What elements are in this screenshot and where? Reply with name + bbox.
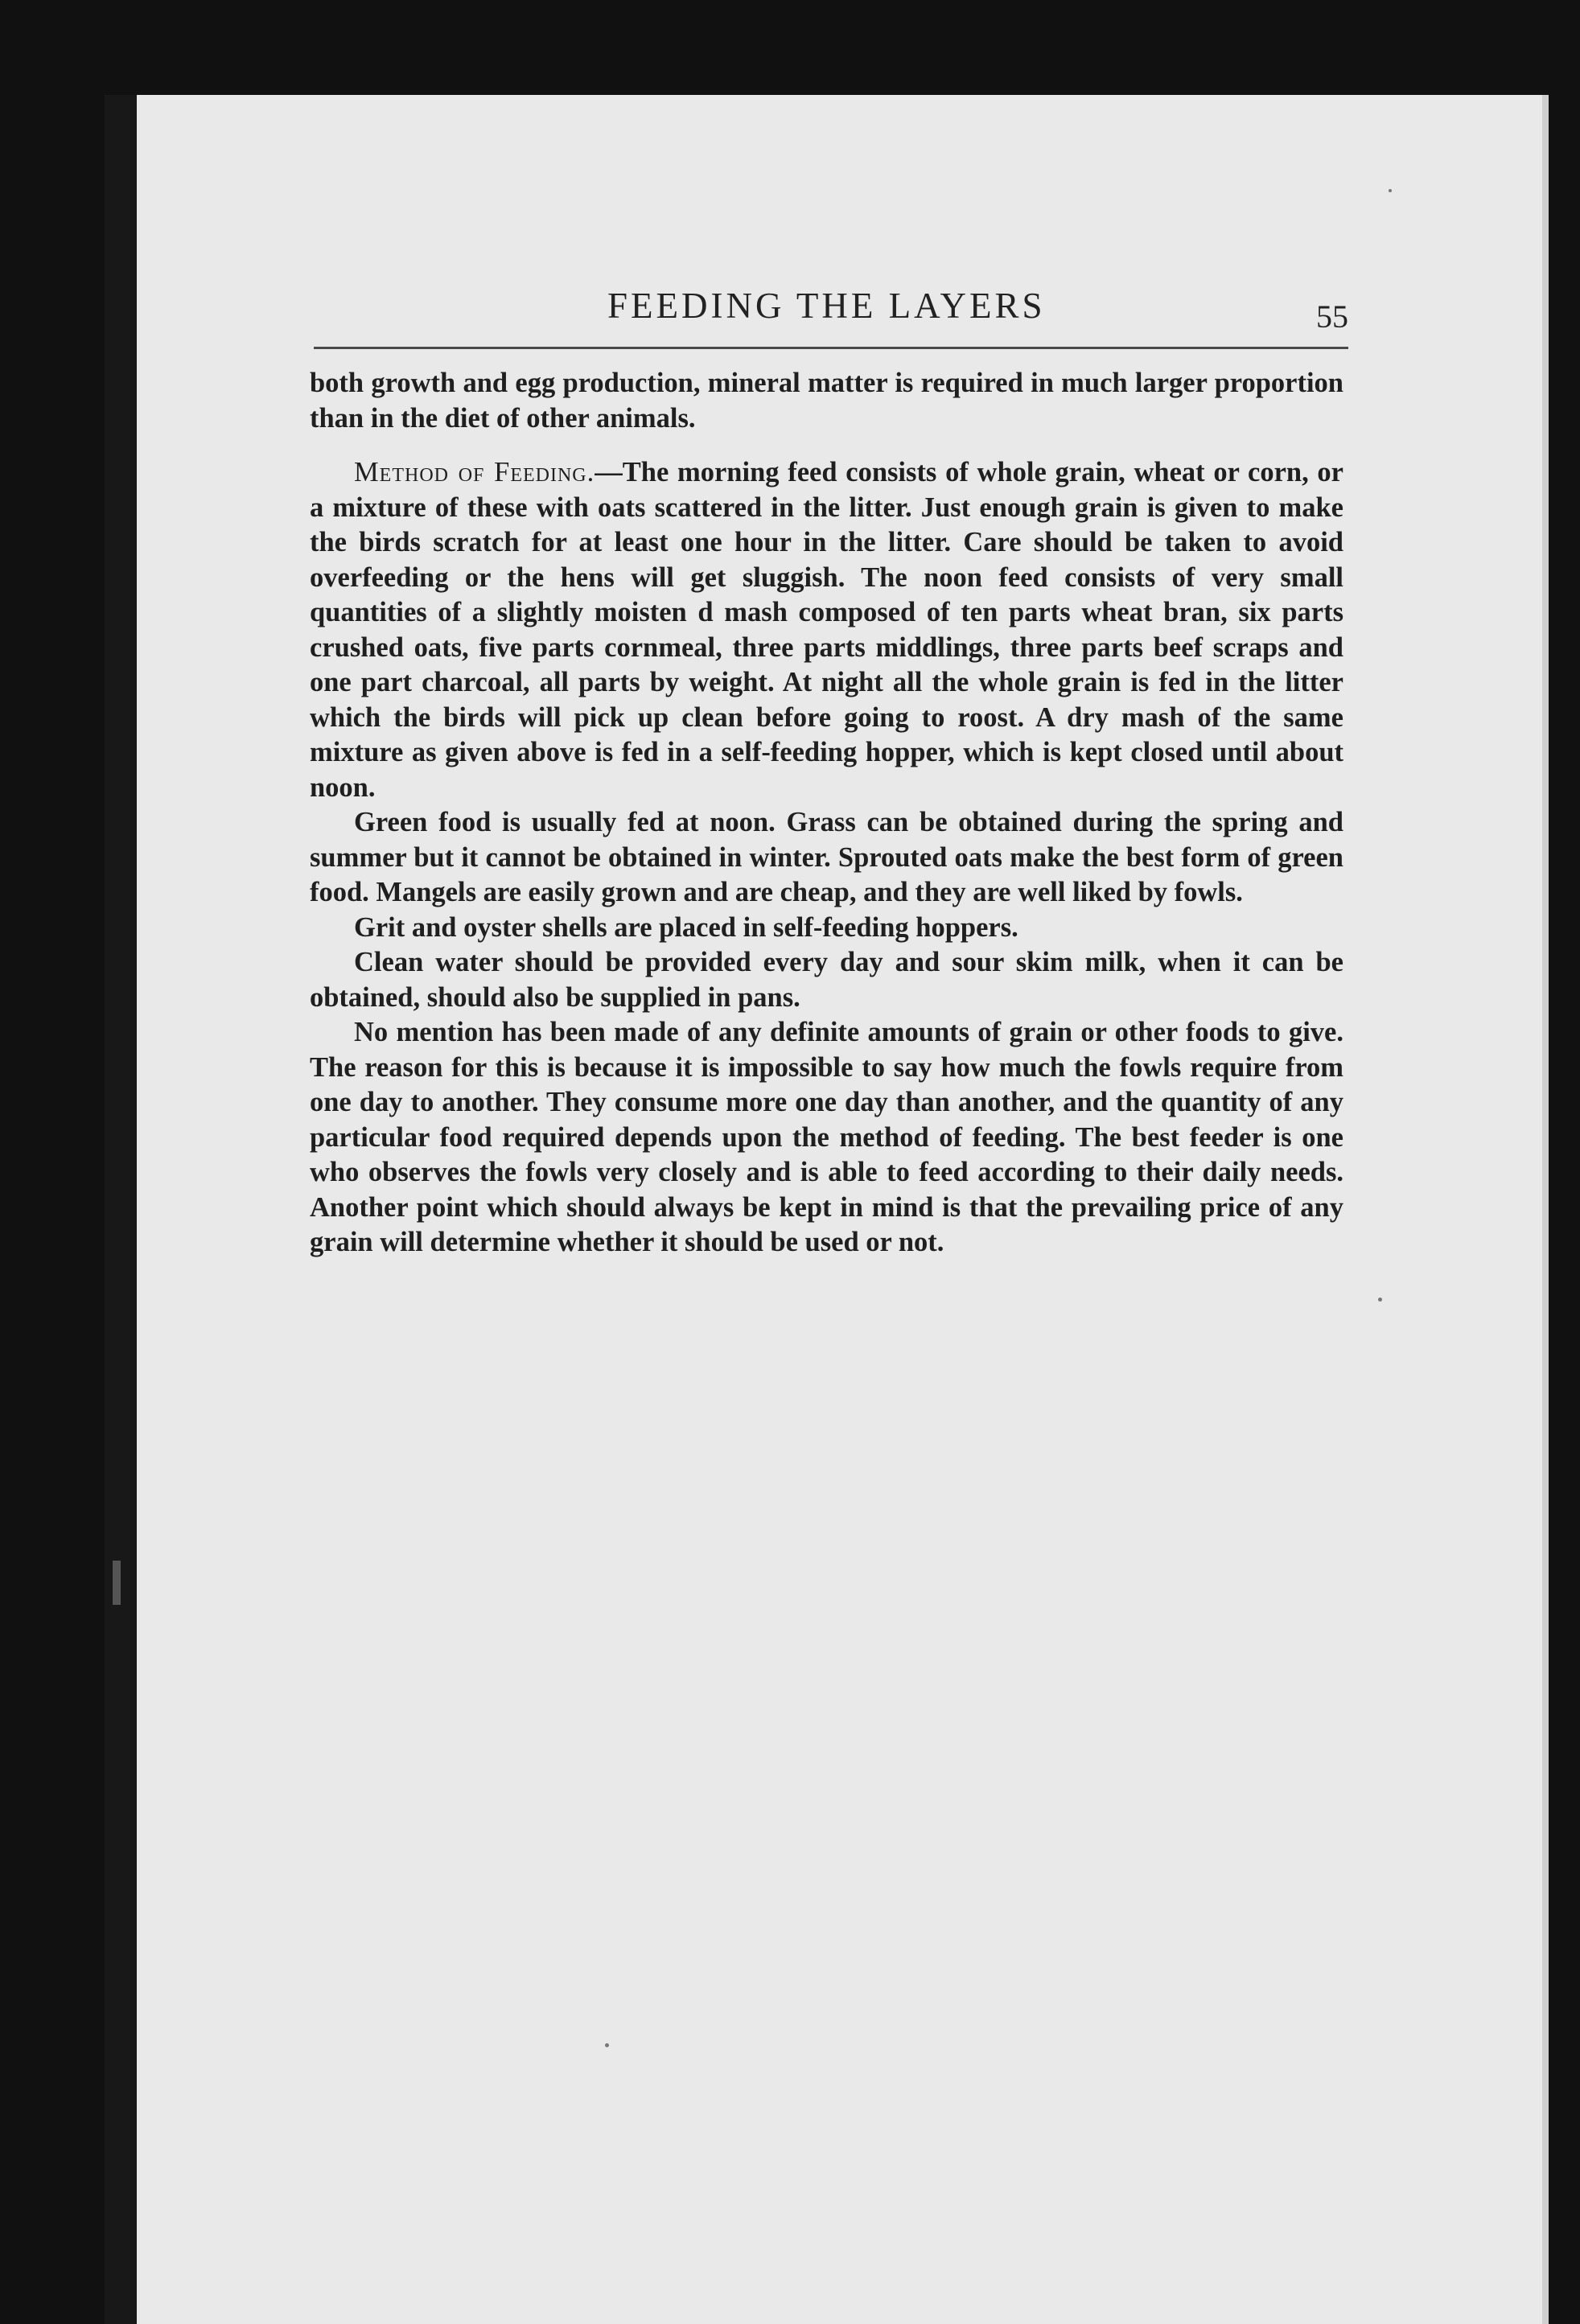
- paragraph: [310, 1015, 1343, 1261]
- paragraph-text: Green food is usually fed at noon. Grass can be obtained during the spring and summer but it cannot be obtained in winter. Sprouted oats make the best form of green food. Mangels are easily grown and are cheap, and they are well liked by fowls.: [310, 807, 1343, 907]
- speck-mark: [605, 2043, 609, 2047]
- section-heading: Method of Feeding.: [354, 457, 595, 487]
- paragraph-text: Grit and oyster shells are placed in self-feeding hoppers.: [354, 911, 1018, 943]
- paragraph-method-of-feeding: [310, 455, 1343, 805]
- paragraph: [310, 911, 1343, 946]
- header-rule: [314, 347, 1348, 349]
- speck-mark: [1378, 1298, 1382, 1302]
- paragraph-text: both growth and egg production, mineral matter is required in much larger proportion than in the diet of other animals.: [310, 368, 1343, 434]
- paragraph: [310, 366, 1343, 436]
- running-head: [314, 274, 1348, 350]
- paragraph: [310, 805, 1343, 911]
- body-text: [310, 366, 1343, 1261]
- paragraph-text: —The morning feed consists of whole grain, wheat or corn, or a mixture of these with oats scattered in the litter. Just enough grain is given to make the birds scratch for at least one hour in the litter. Care should be taken to avoid overfeeding or the hens will get sluggish. The noon feed consists of very small quantities of a slightly moisten d mash composed of ten parts wheat bran, six parts crushed oats, five parts cornmeal, three parts middlings, three parts beef scraps and one part charcoal, all parts by weight. At night all the whole grain is fed in the litter which the birds will pick up clean before going to roost. A dry mash of the same mixture as given above is fed in a self-feeding hopper, which is kept closed until about noon.: [310, 457, 1343, 803]
- paragraph-text: Clean water should be provided every day and sour skim milk, when it can be obtained, should also be supplied in pans.: [310, 947, 1343, 1013]
- paragraph: [310, 945, 1343, 1015]
- page-number: 55: [1316, 298, 1348, 335]
- chapter-title: FEEDING THE LAYERS: [607, 286, 1046, 326]
- speck-mark: [1389, 189, 1392, 192]
- page-edge-shadow: [1542, 95, 1549, 2324]
- binding-mark: [113, 1561, 121, 1605]
- paragraph-text: No mention has been made of any definite amounts of grain or other foods to give. The reason for this is because it is impossible to say how much the fowls require from one day to another. They consume more one day than another, and the quantity of any particular food required depends upon the method of feeding. The best feeder is one who observes the fowls very closely and is able to feed according to their daily needs. Another point which should always be kept in mind is that the prevailing price of any grain will determine whether it should be used or not.: [310, 1017, 1343, 1257]
